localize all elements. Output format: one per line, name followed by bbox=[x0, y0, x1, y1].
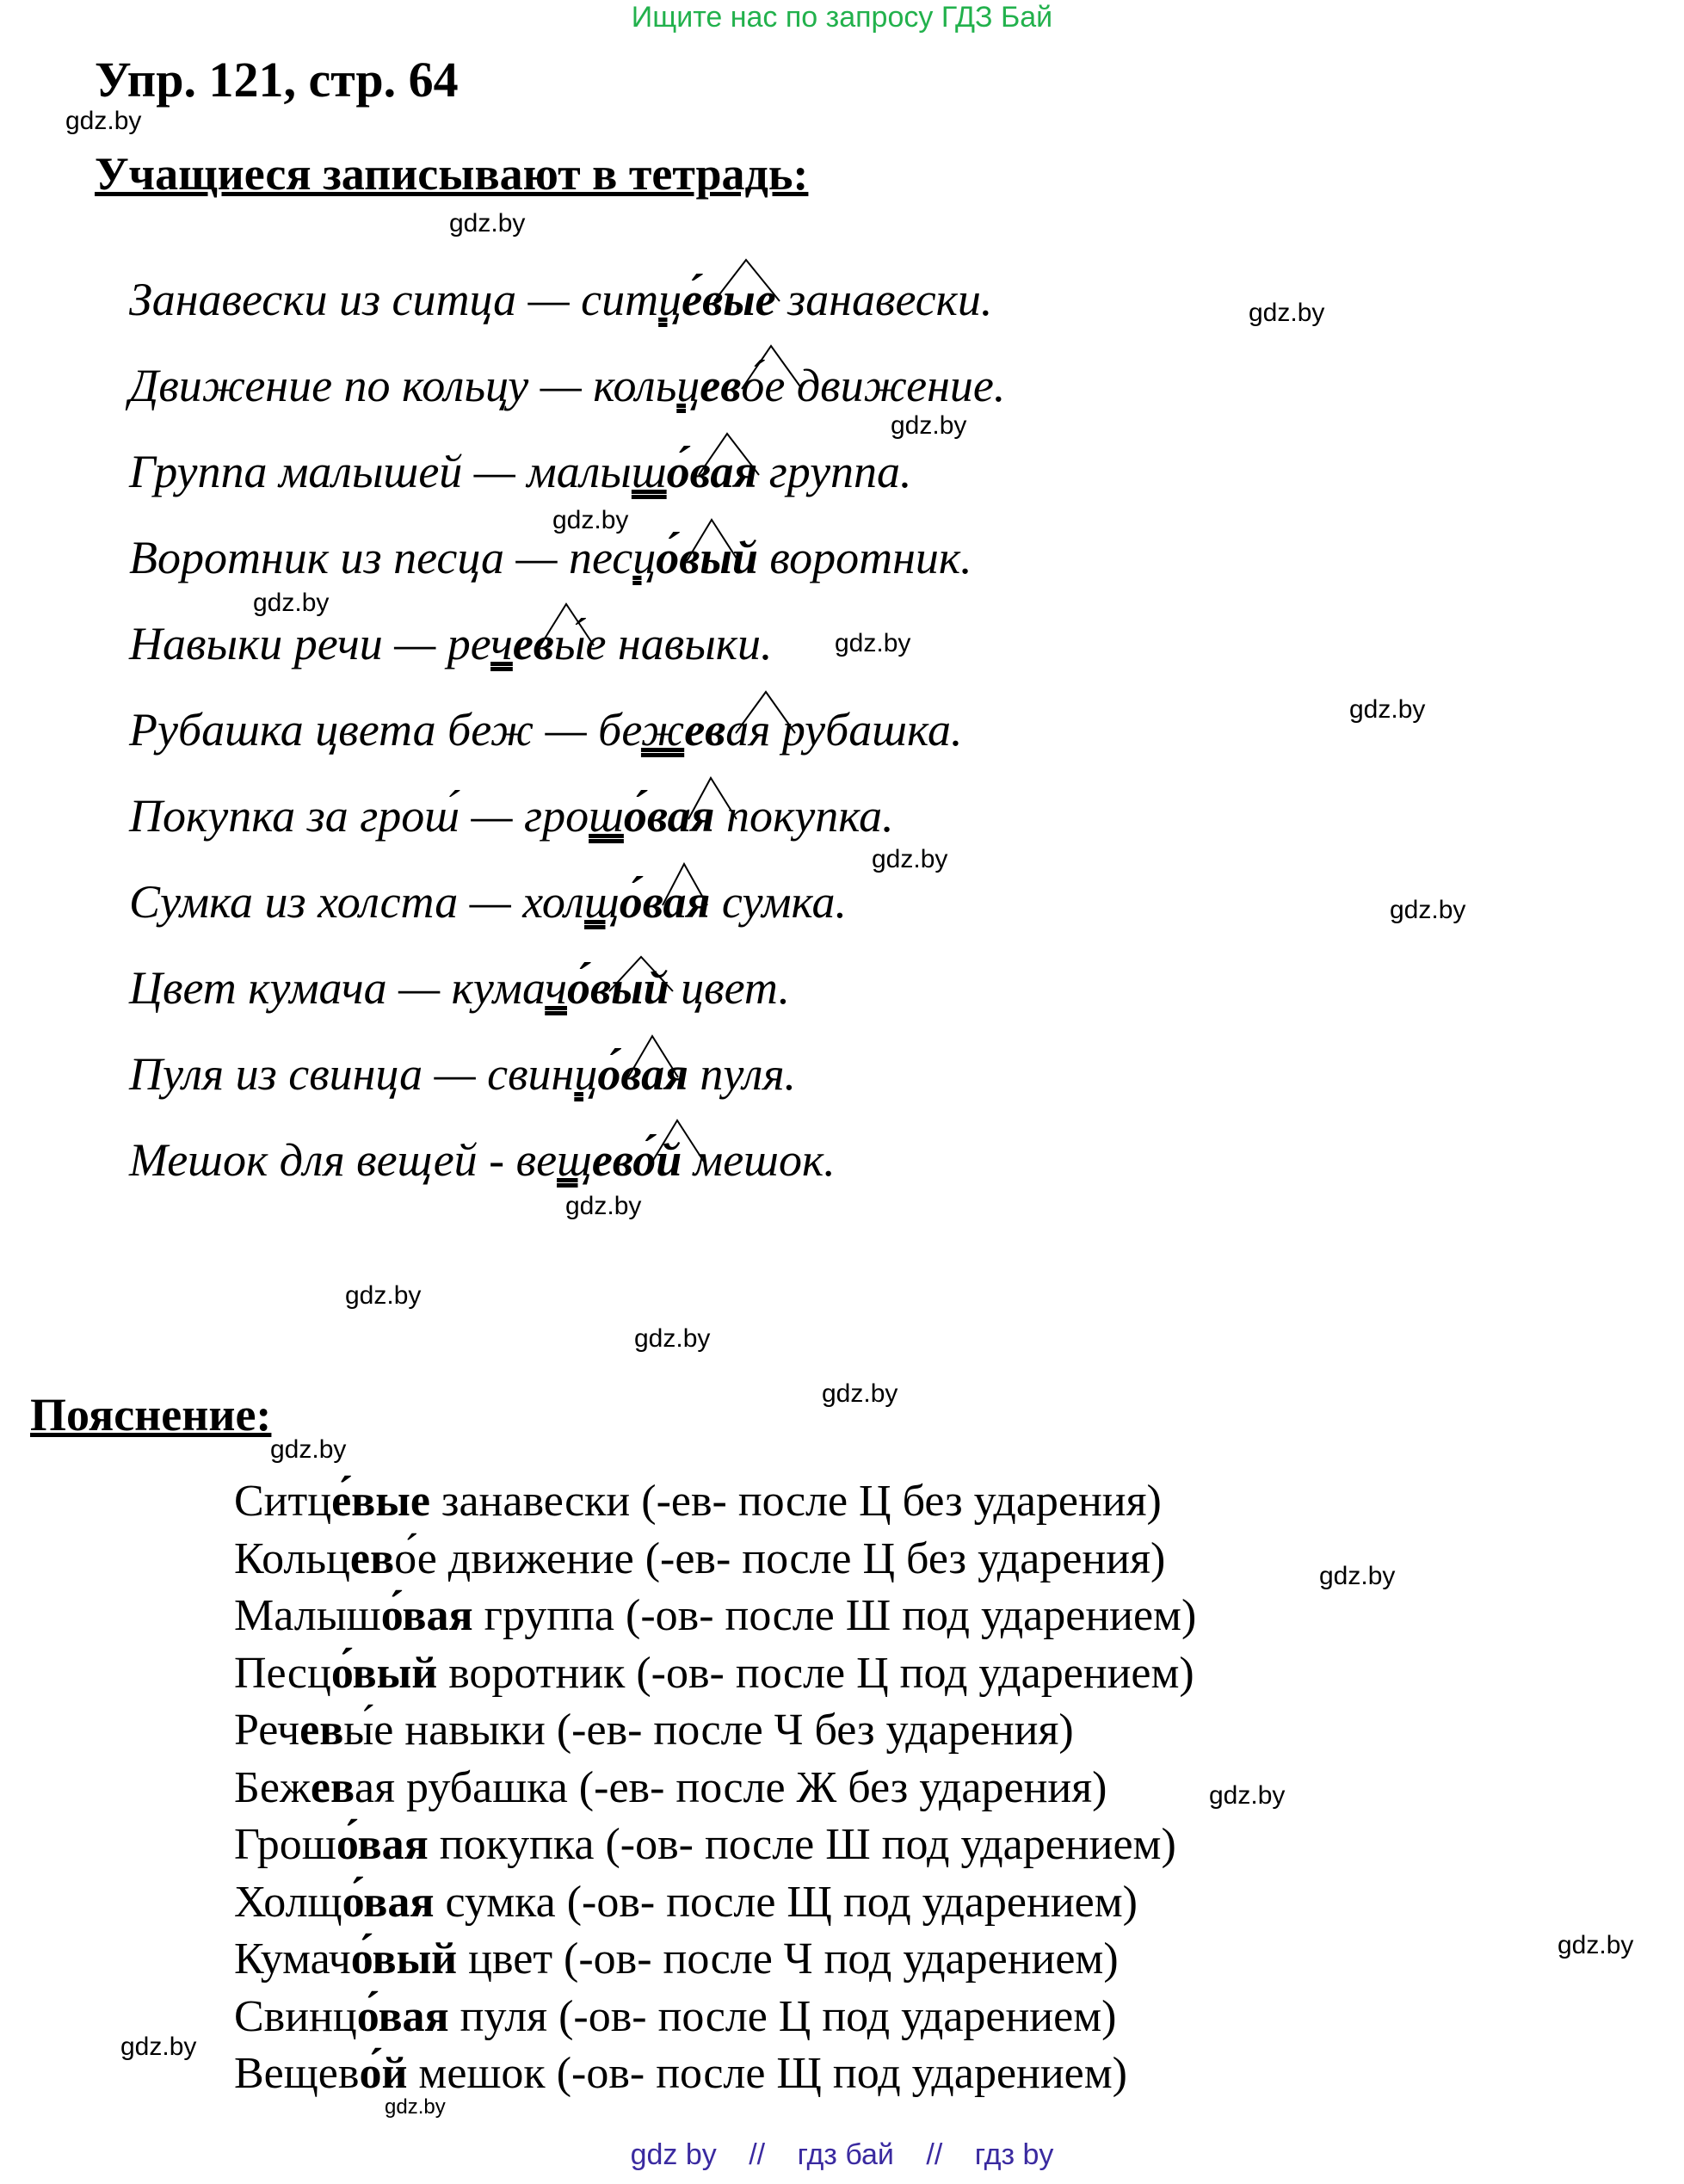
consonant-text: щ bbox=[584, 876, 620, 928]
suffix-text: о́вый bbox=[350, 1934, 458, 1983]
suffix-text: о́вая bbox=[666, 446, 758, 497]
suffix-mark bbox=[742, 346, 802, 389]
watermark: gdz.by bbox=[345, 1281, 422, 1310]
consonant-text: ч bbox=[490, 618, 513, 669]
explanation-text: пуля (-ов- после Ц под ударением) bbox=[448, 1992, 1117, 2041]
consonant-text: ц bbox=[676, 360, 700, 411]
suffix-mark bbox=[687, 520, 738, 561]
footer-links bbox=[0, 2138, 1684, 2172]
watermark: gdz.by bbox=[1209, 1781, 1286, 1810]
suffix-mark bbox=[540, 604, 594, 645]
suffix-text: ев bbox=[299, 1706, 344, 1755]
consonant-text: ш bbox=[631, 446, 667, 497]
explanation-text: Реч bbox=[234, 1706, 300, 1755]
example-text: воротник. bbox=[757, 532, 972, 583]
footer-separator: // bbox=[749, 2138, 766, 2171]
explanation-text: мешок (-ов- после Щ под ударением) bbox=[407, 2049, 1127, 2098]
example-text: Воротник из песца — пес bbox=[129, 532, 633, 583]
suffix-text: о́вая bbox=[380, 1591, 473, 1640]
watermark: gdz.by bbox=[1249, 299, 1325, 327]
suffix-text: о́вый bbox=[656, 532, 758, 583]
watermark: gdz.by bbox=[891, 411, 967, 440]
watermark: gdz.by bbox=[552, 506, 629, 534]
explanation-text: Ситц bbox=[234, 1477, 332, 1526]
explanation-line bbox=[234, 1761, 1107, 1815]
footer-link-gdz-by-mixed[interactable]: гдз by bbox=[974, 2138, 1054, 2171]
watermark: gdz.by bbox=[565, 1192, 642, 1220]
explanation-text: Беж bbox=[234, 1763, 311, 1812]
explanation-text: Кольц bbox=[234, 1534, 350, 1583]
consonant-text: ц bbox=[574, 1048, 598, 1100]
explanation-line bbox=[234, 1475, 1162, 1528]
suffix-text: ево́й bbox=[591, 1134, 682, 1186]
watermark: gdz.by bbox=[65, 107, 142, 135]
explanation-text: ы́е навыки (-ев- после Ч без ударения) bbox=[343, 1706, 1074, 1755]
watermark: gdz.by bbox=[1558, 1931, 1634, 1959]
explanation-text: занавески (-ев- после Ц без ударения) bbox=[429, 1477, 1162, 1526]
footer-link-gdz-bai[interactable]: гдз бай bbox=[797, 2138, 894, 2171]
example-text: Покупка за грош́ — гро bbox=[129, 790, 589, 842]
watermark: gdz.by bbox=[1390, 896, 1466, 924]
suffix-mark bbox=[652, 1120, 704, 1162]
suffix-text: о́вая bbox=[623, 790, 715, 842]
suffix-mark bbox=[699, 434, 759, 475]
consonant-text: ч bbox=[545, 962, 567, 1014]
heading-explanation: Пояснение: bbox=[30, 1389, 272, 1441]
example-text: Занавески из ситца — сит bbox=[129, 274, 659, 325]
explanation-text: Вещев bbox=[234, 2049, 360, 2098]
suffix-mark bbox=[714, 260, 780, 301]
explanation-text: ая рубашка (-ев- после Ж без ударения) bbox=[355, 1763, 1107, 1812]
suffix-text: ев bbox=[310, 1763, 355, 1812]
suffix-text: о́вая bbox=[336, 1820, 429, 1869]
suffix-mark bbox=[628, 1036, 678, 1077]
suffix-text: ев bbox=[700, 360, 742, 411]
example-text: ая рубашка. bbox=[725, 704, 963, 756]
example-text: Цвет кумача — кума bbox=[129, 962, 546, 1014]
footer-link-gdz-by[interactable]: gdz by bbox=[630, 2138, 717, 2171]
explanation-line bbox=[234, 1589, 1196, 1643]
example-text: ы́е навыки. bbox=[553, 618, 773, 669]
explanation-text: Холщ bbox=[234, 1878, 342, 1927]
watermark: gdz.by bbox=[1349, 695, 1426, 724]
example-text: мешок. bbox=[682, 1134, 836, 1186]
suffix-mark bbox=[663, 864, 707, 905]
example-text: занавески. bbox=[775, 274, 993, 325]
explanation-text: покупка (-ов- после Ш под ударением) bbox=[428, 1820, 1176, 1869]
example-text: пуля. bbox=[688, 1048, 797, 1100]
explanation-text: Малыш bbox=[234, 1591, 381, 1640]
example-text: о́е движение. bbox=[741, 360, 1006, 411]
explanation-line bbox=[234, 1990, 1116, 2044]
watermark: gdz.by bbox=[634, 1324, 711, 1353]
example-text: Сумка из холста — хол bbox=[129, 876, 585, 928]
suffix-mark bbox=[736, 692, 795, 733]
footer-separator: // bbox=[926, 2138, 943, 2171]
explanation-text: цвет (-ов- после Ч под ударением) bbox=[457, 1934, 1119, 1983]
suffix-text: о́вый bbox=[567, 962, 669, 1014]
heading-notebook: Учащиеся записывают в тетрадь: bbox=[95, 148, 809, 200]
explanation-text: Свинц bbox=[234, 1992, 357, 2041]
example-text: Группа малышей — малы bbox=[129, 446, 632, 497]
top-banner[interactable]: Ищите нас по запросу ГДЗ Бай bbox=[631, 1, 1053, 34]
example-text: Навыки речи — ре bbox=[129, 618, 491, 669]
watermark: gdz.by bbox=[835, 629, 911, 657]
example-text: Мешок для вещей - ве bbox=[129, 1134, 558, 1186]
explanation-line bbox=[234, 1704, 1074, 1757]
example-text: сумка. bbox=[710, 876, 847, 928]
suffix-mark bbox=[688, 778, 737, 819]
watermark: gdz.by bbox=[253, 589, 330, 617]
consonant-text: ц bbox=[658, 274, 682, 325]
watermark: gdz.by bbox=[270, 1435, 347, 1464]
example-text: цвет. bbox=[669, 962, 790, 1014]
explanation-text: о́е движение (-ев- после Ц без ударения) bbox=[394, 1534, 1166, 1583]
exercise-title: Упр. 121, стр. 64 bbox=[95, 52, 459, 108]
explanation-line bbox=[234, 1818, 1176, 1872]
explanation-text: группа (-ов- после Ш под ударением) bbox=[472, 1591, 1197, 1640]
example-text: покупка. bbox=[714, 790, 894, 842]
suffix-text: о́вая bbox=[342, 1878, 435, 1927]
example-text: Рубашка цвета беж — бе bbox=[129, 704, 641, 756]
example-text: Пуля из свинца — свин bbox=[129, 1048, 575, 1100]
watermark: gdz.by bbox=[385, 2095, 446, 2119]
explanation-line bbox=[234, 1933, 1119, 1986]
suffix-text: ев bbox=[684, 704, 726, 756]
consonant-text: щ bbox=[557, 1134, 592, 1186]
explanation-text: Кумач bbox=[234, 1934, 351, 1983]
explanation-text: Грош bbox=[234, 1820, 336, 1869]
suffix-text: е́вые bbox=[682, 274, 776, 325]
suffix-text: о́й bbox=[359, 2049, 408, 2098]
consonant-text: ш bbox=[589, 790, 624, 842]
explanation-text: воротник (-ов- после Ц под ударением) bbox=[437, 1649, 1194, 1698]
explanation-text: Песц bbox=[234, 1649, 331, 1698]
explanation-line bbox=[234, 2047, 1127, 2101]
watermark: gdz.by bbox=[1319, 1562, 1396, 1590]
consonant-text: ж bbox=[640, 704, 685, 756]
suffix-text: ев bbox=[349, 1534, 395, 1583]
suffix-text: о́вая bbox=[619, 876, 711, 928]
explanation-line bbox=[234, 1647, 1194, 1700]
explanation-line bbox=[234, 1876, 1138, 1929]
suffix-text: о́вая bbox=[356, 1992, 449, 2041]
example-text: группа. bbox=[757, 446, 912, 497]
suffix-text: е́вые bbox=[331, 1477, 430, 1526]
explanation-text: сумка (-ов- после Щ под ударением) bbox=[434, 1878, 1138, 1927]
watermark: gdz.by bbox=[872, 845, 948, 873]
explanation-line bbox=[234, 1533, 1165, 1586]
suffix-text: о́вый bbox=[330, 1649, 438, 1698]
watermark: gdz.by bbox=[449, 209, 526, 238]
suffix-text: ев bbox=[512, 618, 554, 669]
suffix-text: о́вая bbox=[597, 1048, 688, 1100]
suffix-mark bbox=[609, 957, 673, 991]
watermark: gdz.by bbox=[120, 2033, 197, 2061]
watermark: gdz.by bbox=[822, 1379, 898, 1408]
example-text: Движение по кольцу — коль bbox=[129, 360, 677, 411]
consonant-text: ц bbox=[632, 532, 657, 583]
